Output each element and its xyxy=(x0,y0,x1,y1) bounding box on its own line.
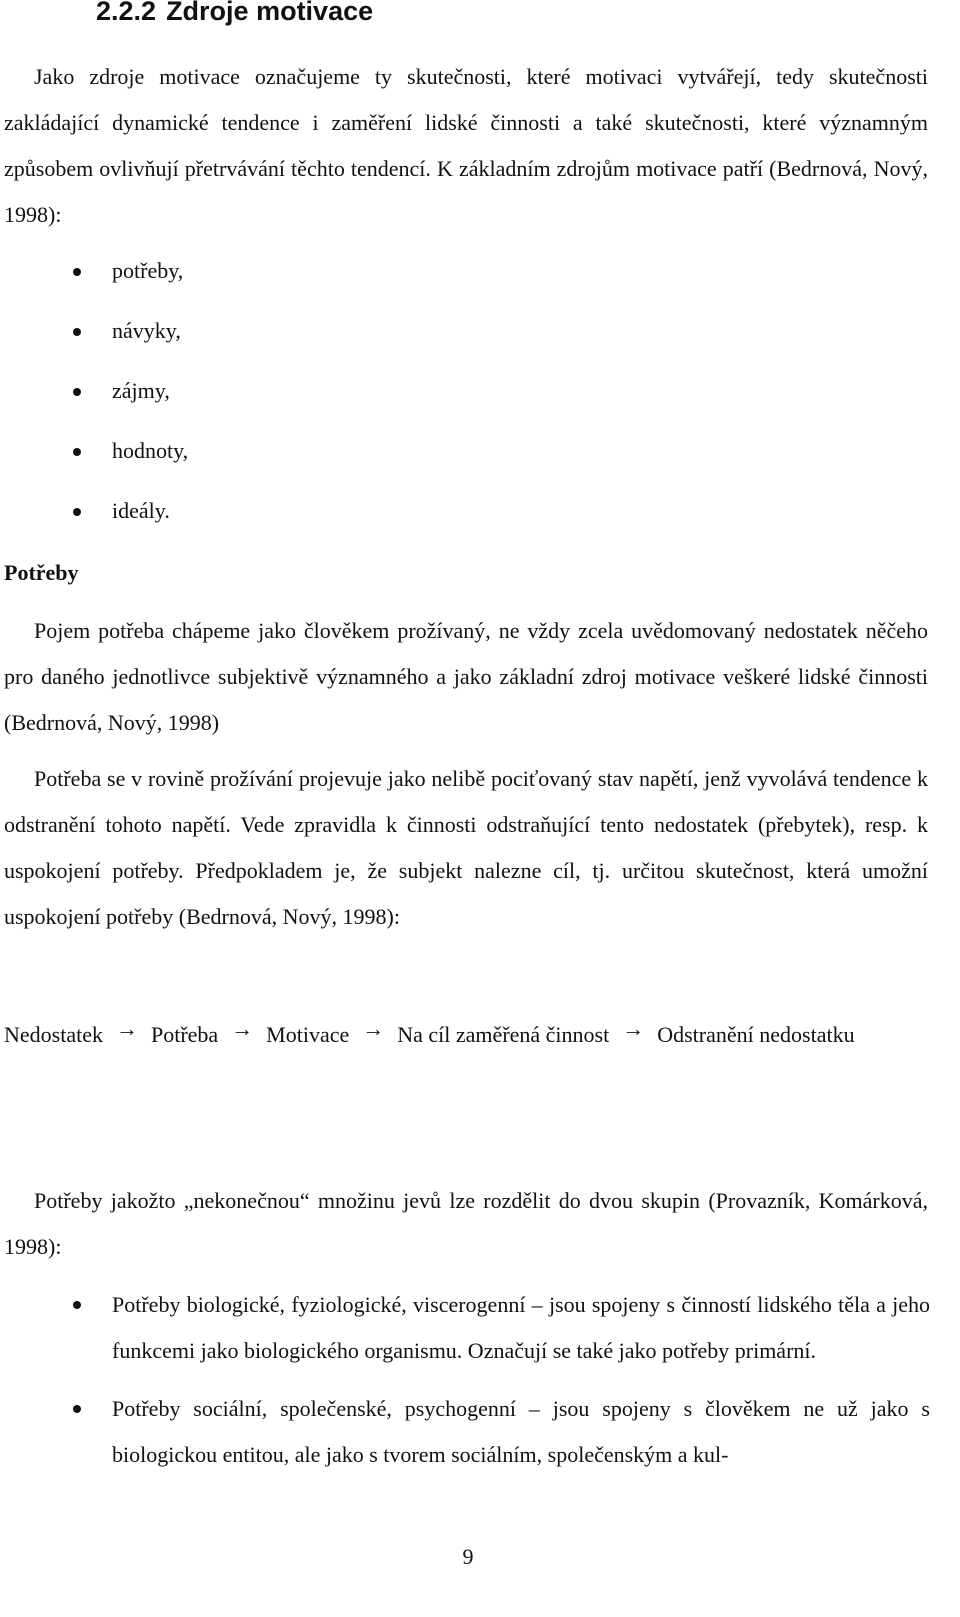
list-item: Potřeby biologické, fyziologické, viscerogenní – jsou spojeny s činností lidského těla a jeho funkcemi jako biologického organismu. Označují se také jako potřeby primární. xyxy=(0,1282,960,1374)
list-item: Potřeby sociální, společenské, psychogenní – jsou spojeny s člověkem ne už jako s biologickou entitou, ale jako s tvorem sociálním, společenským a kul- xyxy=(0,1386,960,1478)
flow-step: Odstranění nedostatku xyxy=(657,1022,855,1047)
arrow-right-icon: → xyxy=(362,1016,385,1041)
flow-step: Na cíl zaměřená činnost xyxy=(397,1022,610,1047)
bullet-icon xyxy=(73,1301,81,1309)
need-tension-paragraph: Potřeba se v rovině prožívání projevuje jako nelibě pociťovaný stav napětí, jenž vyvolává tendence k odstranění tohoto napětí. Vede zpravidla k činnosti odstraňující tento nedostatek (přebytek), resp. k uspokojení potřeby. Předpokladem je, že subjekt nalezne cíl, tj. určitou skutečnost, která umožní uspokojení potřeby (Bedrnová, Nový, 1998): xyxy=(4,766,928,929)
intro-paragraph: Jako zdroje motivace označujeme ty skutečnosti, které motivaci vytvářejí, tedy skutečnosti zakládající dynamické tendence i zaměření lidské činnosti a také skutečnosti, které významným způsobem ovlivňují přetrvávání těchto tendencí. K základním zdrojům motivace patří (Bedrnová, Nový, 1998): xyxy=(4,64,928,227)
flow-step: Potřeba xyxy=(150,1022,219,1047)
bullet-icon xyxy=(73,268,81,276)
arrow-right-icon: → xyxy=(231,1016,254,1041)
list-item: zájmy, xyxy=(0,376,960,436)
subheading-needs: Potřeby xyxy=(4,560,79,585)
bullet-icon xyxy=(73,508,81,516)
arrow-right-icon: → xyxy=(115,1016,138,1041)
list-item: hodnoty, xyxy=(0,436,960,496)
list-item: potřeby, xyxy=(0,256,960,316)
bullet-icon xyxy=(73,328,81,336)
flow-step: Nedostatek xyxy=(4,1022,103,1047)
bullet-icon xyxy=(73,448,81,456)
bullet-icon xyxy=(73,388,81,396)
list-item: návyky, xyxy=(0,316,960,376)
section-heading xyxy=(96,0,373,27)
section-title: Zdroje motivace xyxy=(166,0,374,26)
arrow-right-icon: → xyxy=(622,1016,645,1041)
sources-list xyxy=(0,256,960,556)
needs-list xyxy=(0,1282,960,1478)
need-definition-paragraph: Pojem potřeba chápeme jako člověkem prožívaný, ne vždy zcela uvědomovaný nedostatek něčeho pro daného jednotlivce subjektivě významného a jako základní zdroj motivace veškeré lidské činnosti (Bedrnová, Nový, 1998) xyxy=(4,618,928,735)
flow-step: Motivace xyxy=(266,1022,350,1047)
needs-groups-paragraph: Potřeby jakožto „nekonečnou“ množinu jevů lze rozdělit do dvou skupin (Provazník, Komárková, 1998): xyxy=(4,1188,928,1259)
list-item: ideály. xyxy=(0,496,960,556)
bullet-icon xyxy=(73,1405,81,1413)
page-number: 9 xyxy=(462,1544,474,1569)
motivation-flow xyxy=(4,1012,928,1058)
section-number: 2.2.2 xyxy=(96,0,157,26)
